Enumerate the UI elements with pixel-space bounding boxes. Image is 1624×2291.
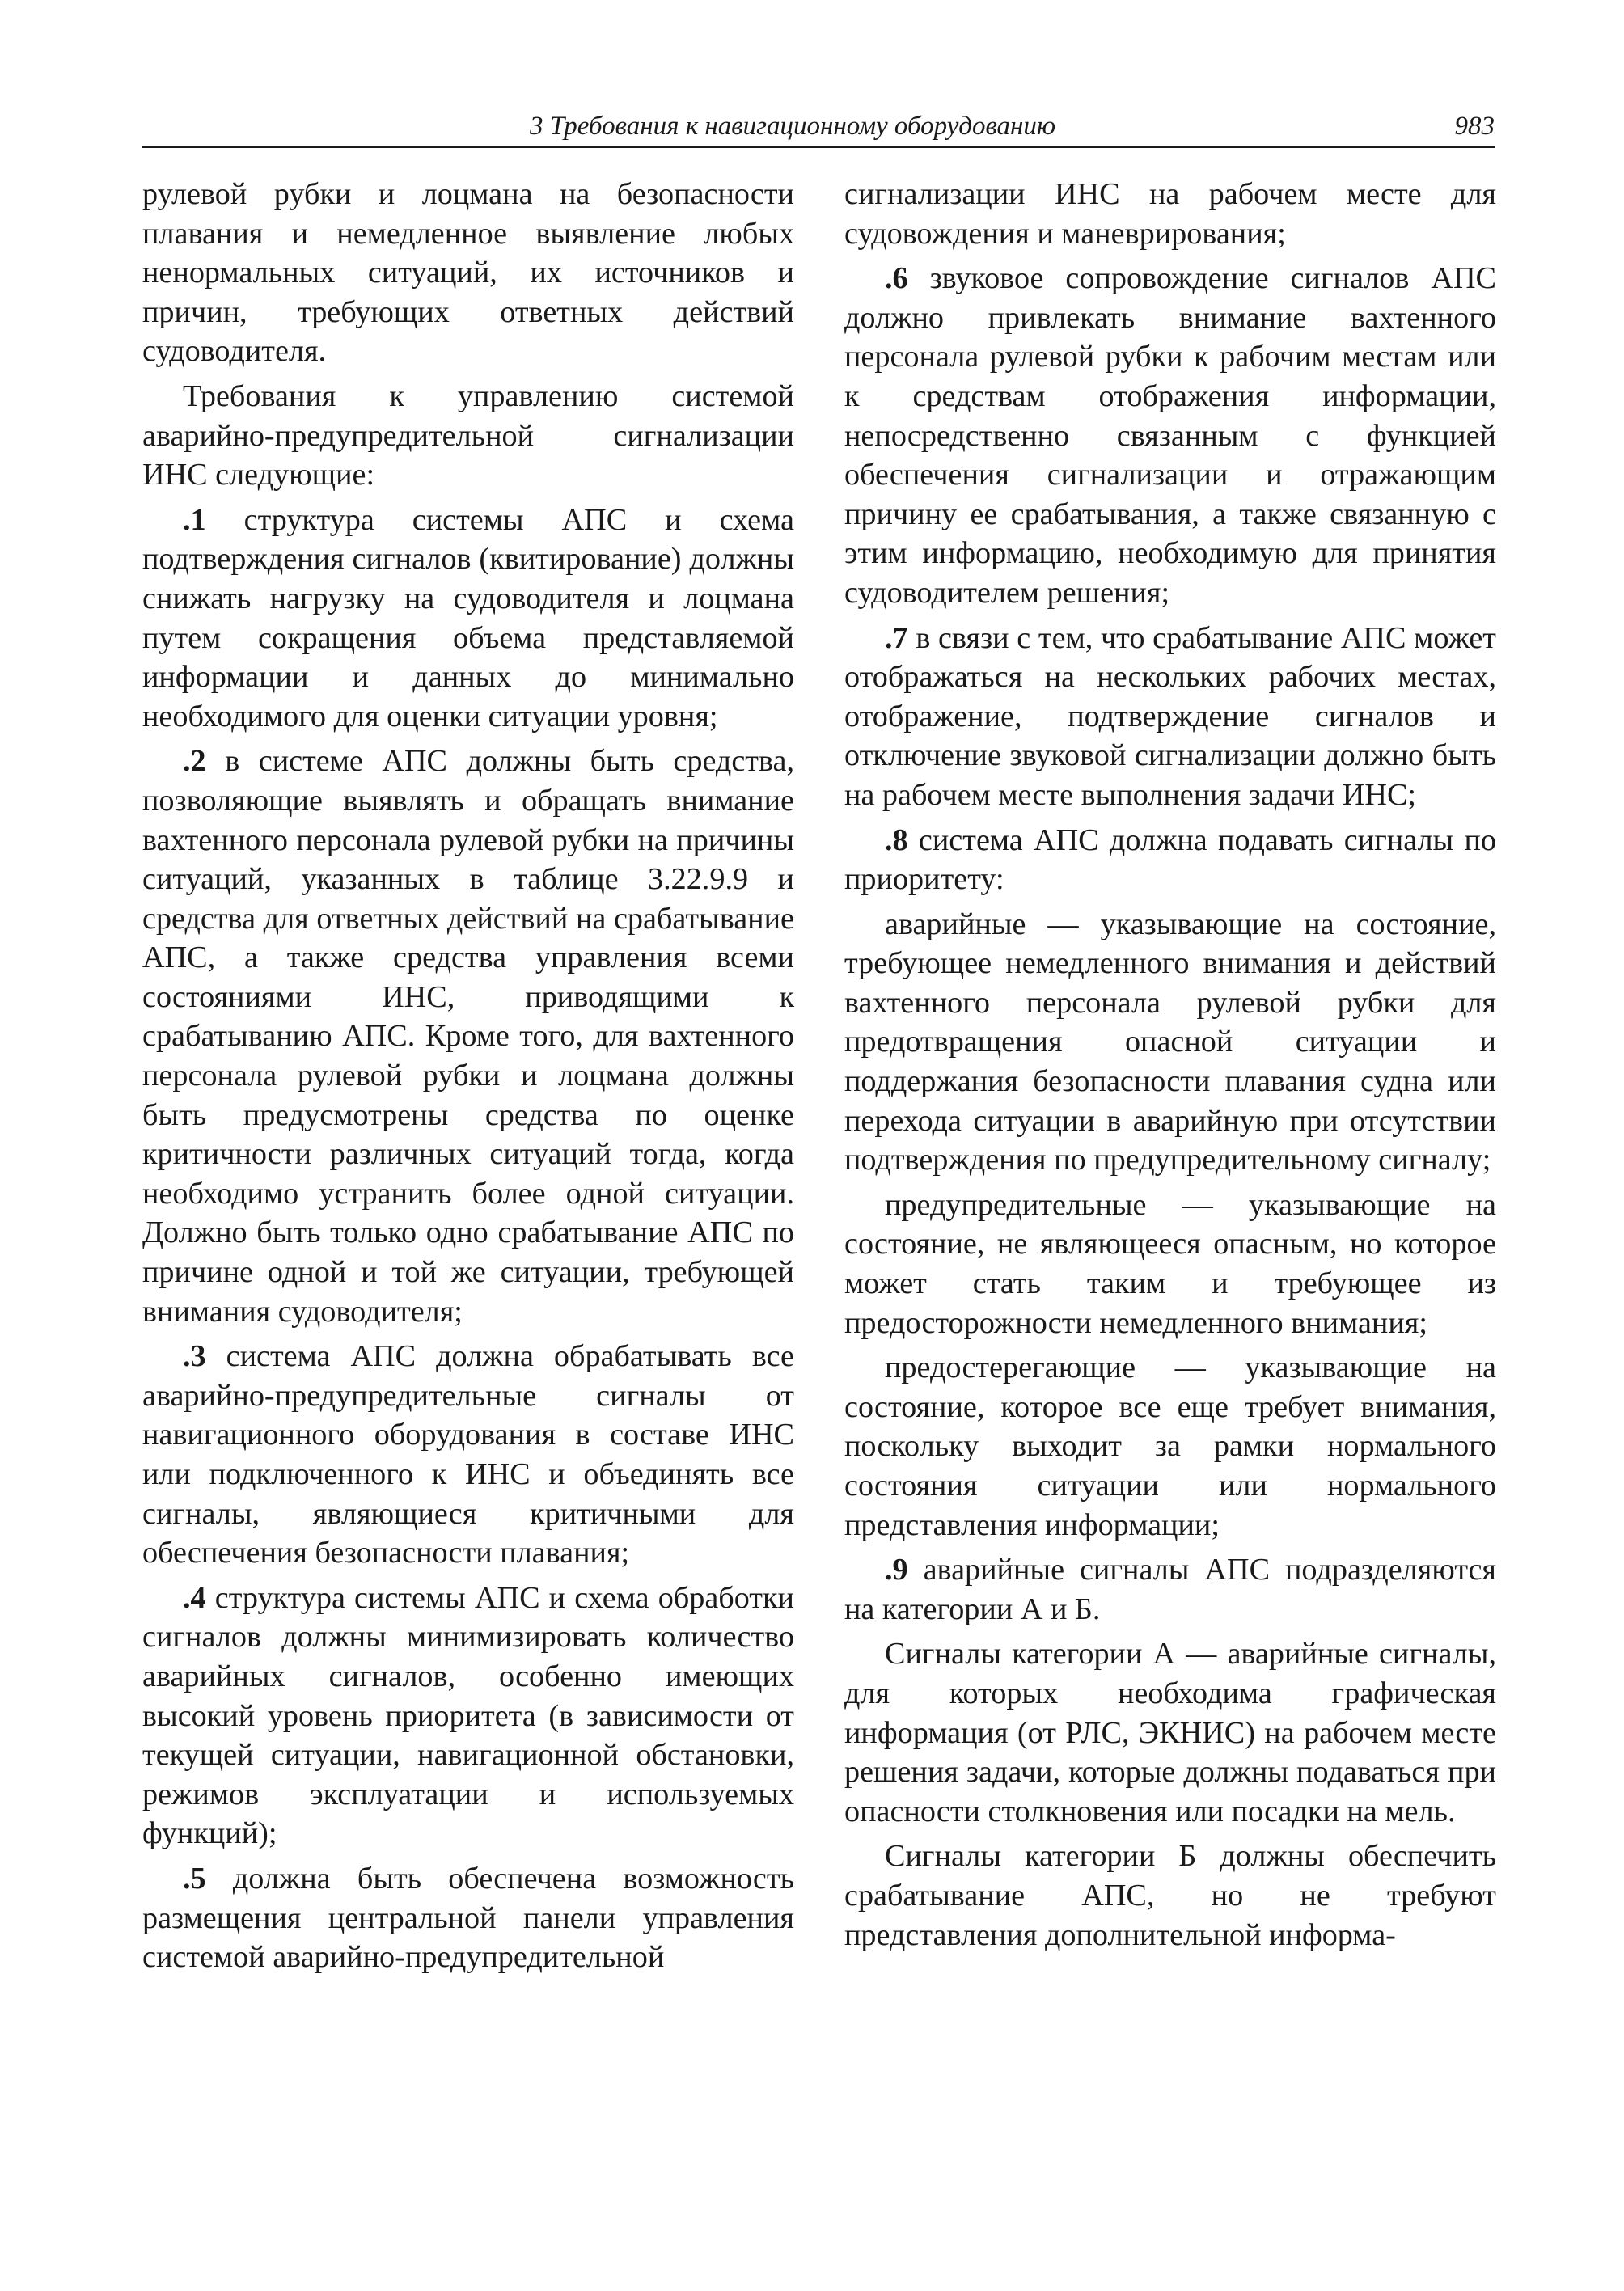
running-header-title: 3 Требования к навигационному оборудованию xyxy=(530,112,1056,141)
paragraph-continuation: сигнализации ИНС на рабочем месте для судовождения и маневрирования; xyxy=(844,177,1496,251)
item-number: .8 xyxy=(885,822,908,857)
priority-warning: предупредительные — указывающие на состояние, не являющееся опасным, но которое может стать таким и требующее из предосторожности немедленного внимания; xyxy=(844,1187,1496,1340)
item-number: .7 xyxy=(885,620,908,655)
list-item-4: .4 структура системы АПС и схема обработки сигналов должны минимизировать количество аварийных сигналов, особенно имеющих высокий уровень приоритета (в зависимости от текущей ситуации, навигационной обстановки, режимов эксплуатации и используемых функций); xyxy=(142,1580,794,1851)
list-item-3: .3 система АПС должна обрабатывать все аварийно-предупредительные сигналы от навигационного оборудования в составе ИНС или подключенного к ИНС и объединять все сигналы, являющиеся критичными для обеспечения безопасности плавания; xyxy=(142,1339,794,1570)
item-number: .1 xyxy=(183,502,206,537)
item-number: .5 xyxy=(183,1861,206,1896)
list-item-8: .8 система АПС должна подавать сигналы по приоритету: xyxy=(844,822,1496,897)
item-number: .6 xyxy=(885,261,908,296)
priority-caution: предостерегающие — указывающие на состояние, которое все еще требует внимания, поскольку выходит за рамки нормального состояния ситуации или нормального представления информации; xyxy=(844,1351,1496,1542)
list-item-2: .2 в системе АПС должны быть средства, позволяющие выявлять и обращать внимание вахтенного персонала рулевой рубки на причины ситуаций, указанных в таблице 3.22.9.9 и средства для ответных действий на срабатывание АПС, а также средства управления всеми состояниями ИНС, приводящими к срабатыванию АПС. Кроме того, для вахтенного персонала рулевой рубки и лоцмана должны быть предусмотрены средства по оценке критичности различных ситуаций тогда, когда необходимо устранить более одной ситуации. Должно быть только одно срабатывание АПС по причине одной и той же ситуации, требующей внимания судоводителя; xyxy=(142,744,794,1329)
category-b-paragraph: Сигналы категории Б должны обеспечить срабатывание АПС, но не требуют представления дополнительной информа- xyxy=(844,1839,1496,1952)
item-number: .9 xyxy=(885,1553,908,1587)
running-header xyxy=(142,100,1495,148)
category-a-paragraph: Сигналы категории А — аварийные сигналы, для которых необходима графическая информация (от РЛС, ЭКНИС) на рабочем месте решения задачи, которые должны подаваться при опасности столкновения или посадки на мель. xyxy=(844,1637,1496,1828)
item-number: .3 xyxy=(183,1339,206,1374)
paragraph-continuation: рулевой рубки и лоцмана на безопасности плавания и немедленное выявление любых ненормальных ситуаций, их источников и причин, требующих ответных действий судоводителя. xyxy=(142,177,794,369)
item-number: .2 xyxy=(183,744,206,779)
page-number: 983 xyxy=(1454,112,1495,141)
list-item-1: .1 структура системы АПС и схема подтверждения сигналов (квитирование) должны снижать нагрузку на судоводителя и лоцмана путем сокращения объема представляемой информации и данных до минимально необходимого для оценки ситуации уровня; xyxy=(142,502,794,733)
list-item-5: .5 должна быть обеспечена возможность размещения центральной панели управления системой аварийно-предупредительной xyxy=(142,1861,794,1975)
item-number: .4 xyxy=(183,1580,206,1615)
list-item-9: .9 аварийные сигналы АПС подразделяются на категории А и Б. xyxy=(844,1553,1496,1626)
list-item-6: .6 звуковое сопровождение сигналов АПС должно привлекать внимание вахтенного персонала рулевой рубки к рабочим местам или к средствам отображения информации, непосредственно связанным с функцией обеспечения сигнализации и отражающим причину ее срабатывания, а также связанную с этим информацию, необходимую для принятия судоводителем решения; xyxy=(844,261,1496,610)
paragraph-intro: Требования к управлению системой аварийно-предупредительной сигнализации ИНС следующие: xyxy=(142,378,794,492)
left-column xyxy=(142,175,794,1983)
priority-alarm: аварийные — указывающие на состояние, требующее немедленного внимания и действий вахтенного персонала рулевой рубки для предотвращения опасной ситуации и поддержания безопасности плавания судна или перехода ситуации в аварийную при отсутствии подтверждения по предупредительному сигналу; xyxy=(844,907,1496,1177)
right-column xyxy=(844,175,1496,1960)
list-item-7: .7 в связи с тем, что срабатывание АПС может отображаться на нескольких рабочих местах, отображение, подтверждение сигналов и отключение звуковой сигнализации должно быть на рабочем месте выполнения задачи ИНС; xyxy=(844,620,1496,812)
